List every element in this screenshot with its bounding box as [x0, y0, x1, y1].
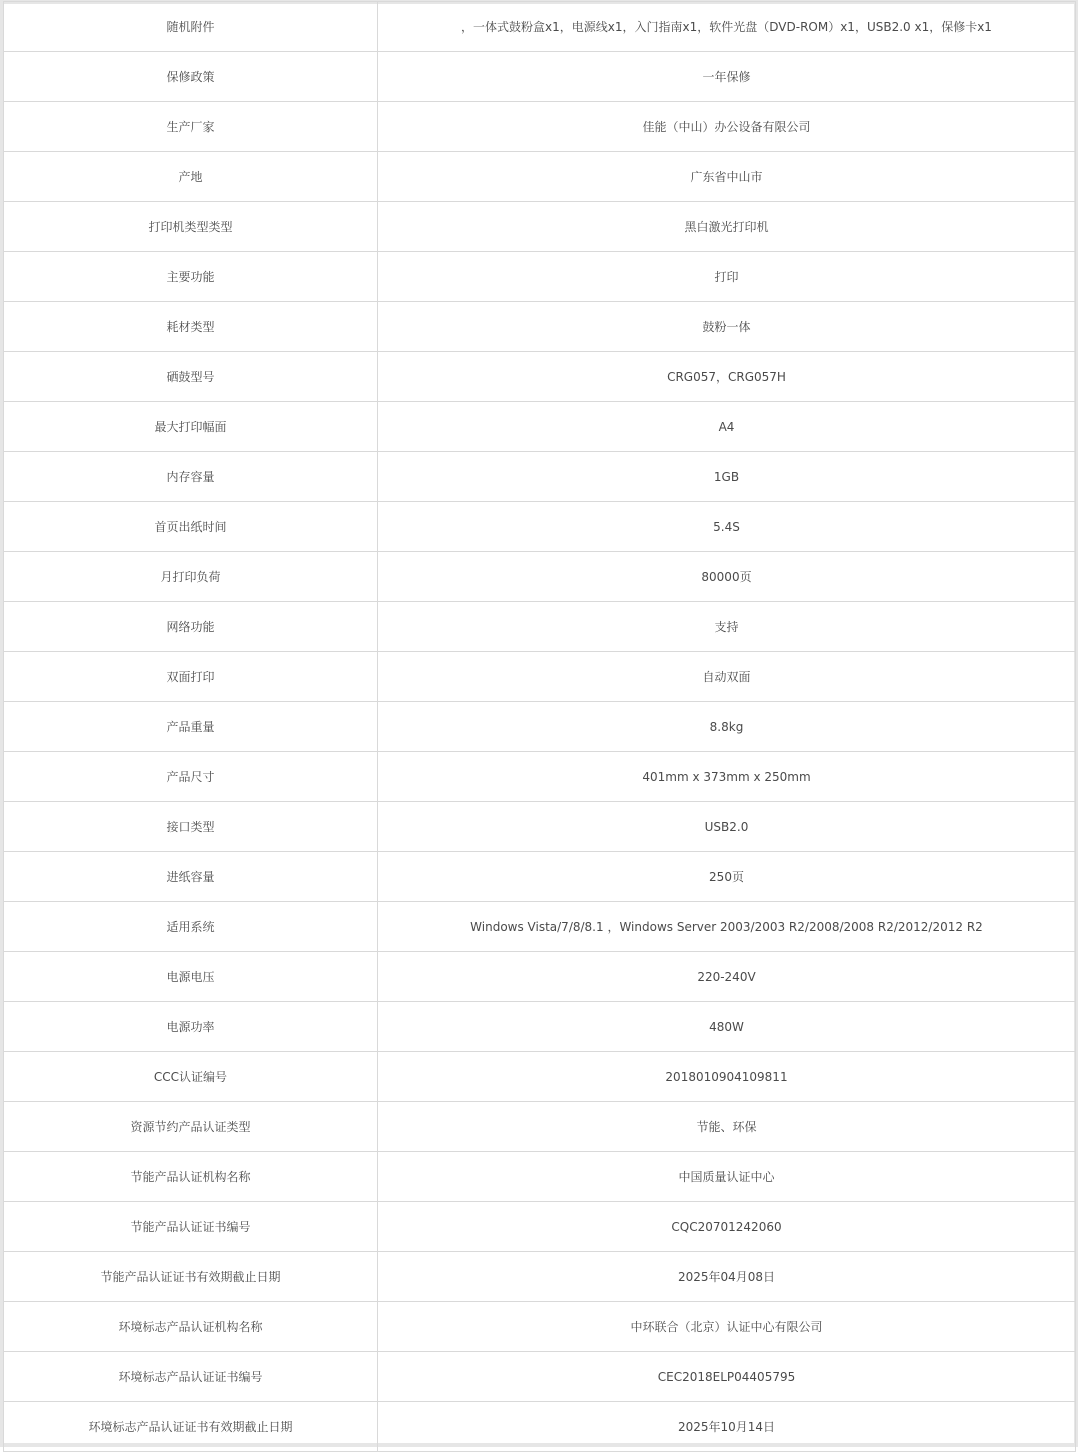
- table-row: [4, 952, 1076, 1002]
- table-row: [4, 502, 1076, 552]
- spec-value: 支持: [378, 602, 1076, 652]
- table-row: [4, 152, 1076, 202]
- spec-value: 黑白激光打印机: [378, 202, 1076, 252]
- table-row: [4, 52, 1076, 102]
- spec-label: 打印机类型类型: [4, 202, 378, 252]
- table-row: [4, 252, 1076, 302]
- spec-label: 双面打印: [4, 652, 378, 702]
- spec-value: 2018010904109811: [378, 1052, 1076, 1102]
- spec-value: ，一体式鼓粉盒x1，电源线x1，入门指南x1，软件光盘（DVD-ROM）x1，USB2.0 x1，保修卡x1: [378, 2, 1076, 52]
- spec-label: 生产厂家: [4, 102, 378, 152]
- spec-value: A4: [378, 402, 1076, 452]
- table-row: [4, 202, 1076, 252]
- spec-label: 环境标志产品认证证书有效期截止日期: [4, 1402, 378, 1452]
- spec-value: 鼓粉一体: [378, 302, 1076, 352]
- table-row: [4, 402, 1076, 452]
- spec-value: CEC2018ELP04405795: [378, 1352, 1076, 1402]
- table-row: [4, 1252, 1076, 1302]
- spec-value: 广东省中山市: [378, 152, 1076, 202]
- spec-label: 电源功率: [4, 1002, 378, 1052]
- spec-label: 首页出纸时间: [4, 502, 378, 552]
- spec-label: 网络功能: [4, 602, 378, 652]
- spec-label: 主要功能: [4, 252, 378, 302]
- table-row: [4, 602, 1076, 652]
- table-row: [4, 302, 1076, 352]
- spec-label: 最大打印幅面: [4, 402, 378, 452]
- table-row: [4, 1202, 1076, 1252]
- spec-label: 电源电压: [4, 952, 378, 1002]
- table-row: [4, 552, 1076, 602]
- table-row: [4, 1002, 1076, 1052]
- table-row: [4, 2, 1076, 52]
- spec-value: USB2.0: [378, 802, 1076, 852]
- spec-value: 8.8kg: [378, 702, 1076, 752]
- spec-label: CCC认证编号: [4, 1052, 378, 1102]
- table-row: [4, 1352, 1076, 1402]
- spec-label: 随机附件: [4, 2, 378, 52]
- spec-value: 220-240V: [378, 952, 1076, 1002]
- spec-value: 480W: [378, 1002, 1076, 1052]
- table-row: [4, 902, 1076, 952]
- spec-label: 进纸容量: [4, 852, 378, 902]
- spec-value: 2025年10月14日: [378, 1402, 1076, 1452]
- table-row: [4, 102, 1076, 152]
- table-row: [4, 852, 1076, 902]
- spec-value: 5.4S: [378, 502, 1076, 552]
- spec-label: 接口类型: [4, 802, 378, 852]
- spec-value: 一年保修: [378, 52, 1076, 102]
- spec-label: 耗材类型: [4, 302, 378, 352]
- spec-label: 产品重量: [4, 702, 378, 752]
- spec-label: 节能产品认证证书有效期截止日期: [4, 1252, 378, 1302]
- spec-label: 节能产品认证机构名称: [4, 1152, 378, 1202]
- table-row: [4, 652, 1076, 702]
- table-row: [4, 1052, 1076, 1102]
- spec-label: 环境标志产品认证机构名称: [4, 1302, 378, 1352]
- table-row: [4, 752, 1076, 802]
- spec-value: 80000页: [378, 552, 1076, 602]
- spec-label: 硒鼓型号: [4, 352, 378, 402]
- table-row: [4, 802, 1076, 852]
- table-row: [4, 1302, 1076, 1352]
- spec-value: 自动双面: [378, 652, 1076, 702]
- table-row: [4, 352, 1076, 402]
- spec-label: 资源节约产品认证类型: [4, 1102, 378, 1152]
- table-row: [4, 702, 1076, 752]
- spec-value: 打印: [378, 252, 1076, 302]
- table-row: [4, 1402, 1076, 1452]
- table-row: [4, 1102, 1076, 1152]
- spec-value: CQC20701242060: [378, 1202, 1076, 1252]
- spec-label: 产地: [4, 152, 378, 202]
- spec-value: 1GB: [378, 452, 1076, 502]
- spec-value: CRG057，CRG057H: [378, 352, 1076, 402]
- spec-value: 中环联合（北京）认证中心有限公司: [378, 1302, 1076, 1352]
- spec-label: 节能产品认证证书编号: [4, 1202, 378, 1252]
- spec-label: 产品尺寸: [4, 752, 378, 802]
- spec-value: 2025年04月08日: [378, 1252, 1076, 1302]
- spec-value: 401mm x 373mm x 250mm: [378, 752, 1076, 802]
- spec-label: 环境标志产品认证证书编号: [4, 1352, 378, 1402]
- table-row: [4, 452, 1076, 502]
- spec-table: [3, 1, 1076, 1452]
- spec-value: 250页: [378, 852, 1076, 902]
- spec-value: 中国质量认证中心: [378, 1152, 1076, 1202]
- spec-label: 月打印负荷: [4, 552, 378, 602]
- spec-label: 适用系统: [4, 902, 378, 952]
- spec-value: Windows Vista/7/8/8.1 ，Windows Server 2003/2003 R2/2008/2008 R2/2012/2012 R2: [378, 902, 1076, 952]
- spec-label: 保修政策: [4, 52, 378, 102]
- table-row: [4, 1152, 1076, 1202]
- spec-label: 内存容量: [4, 452, 378, 502]
- spec-table-body: [4, 2, 1076, 1452]
- spec-value: 佳能（中山）办公设备有限公司: [378, 102, 1076, 152]
- spec-value: 节能、环保: [378, 1102, 1076, 1152]
